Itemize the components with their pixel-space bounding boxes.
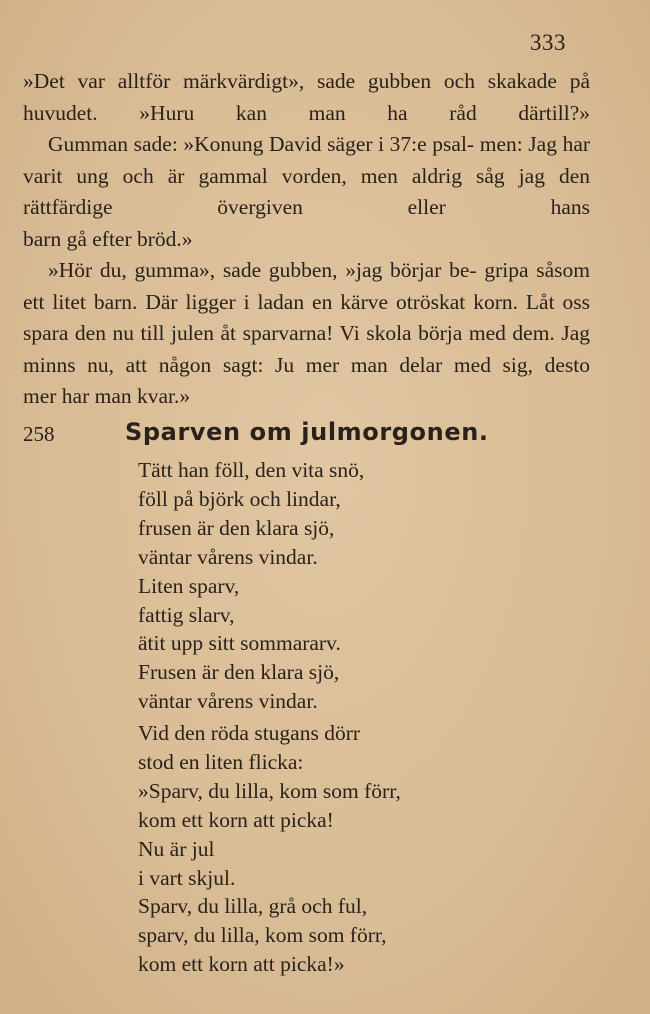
prose-paragraph <box>23 381 590 413</box>
verse-line: Sparv, du lilla, grå och ful, <box>138 894 368 919</box>
verse-line: Tätt han föll, den vita snö, <box>138 458 365 482</box>
verse-line: ätit upp sitt sommararv. <box>138 631 341 656</box>
prose-paragraph <box>23 129 590 224</box>
verse-line: i vart skjul. <box>138 865 236 890</box>
verse-line: »Sparv, du lilla, kom som förr, <box>138 778 401 803</box>
page-number: 333 <box>530 30 566 55</box>
prose-line: men: Jag har varit ung och är gammal vorden, men <box>23 132 591 188</box>
verse-line: sparv, du lilla, kom som förr, <box>138 923 387 948</box>
poem-stanza-1 <box>138 456 364 716</box>
prose-block <box>23 66 590 413</box>
verse-line: stod en liten flicka: <box>138 749 304 774</box>
verse-line: väntar vårens vindar. <box>138 689 318 714</box>
verse-line: Frusen är den klara sjö, <box>138 660 340 685</box>
verse-line: Nu är jul <box>138 836 215 861</box>
prose-line: barn gå efter bröd.» <box>23 226 193 251</box>
poem-heading <box>23 418 590 454</box>
prose-line: otröskat korn. Låt oss spara den nu till julen åt <box>23 289 591 345</box>
poem-title: Sparven om julmorgonen. <box>125 418 489 446</box>
prose-line: gripa såsom ett litet barn. Där ligger i ladan en kärve <box>23 258 590 314</box>
poem-stanza-2 <box>138 719 401 979</box>
prose-paragraph <box>23 66 590 129</box>
verse-line: fattig slarv, <box>138 602 235 627</box>
prose-line: Gumman sade: »Konung David säger i 37:e psal- <box>48 132 475 156</box>
prose-line: aldrig såg jag den rättfärdige övergiven eller hans <box>23 163 590 219</box>
verse-line: Liten sparv, <box>138 573 240 598</box>
verse-line: kom ett korn att picka! <box>138 807 334 832</box>
prose-line: mer har man kvar.» <box>23 384 191 408</box>
prose-line: att någon sagt: Ju mer man delar med sig, desto <box>125 352 590 377</box>
prose-paragraph <box>23 255 590 381</box>
prose-line: »Det var alltför märkvärdigt», sade gubben och <box>23 69 475 93</box>
prose-line: skakade på huvudet. »Huru kan man ha råd därtill?» <box>23 69 590 125</box>
prose-line: sparvarna! Vi skola börja med dem. Jag minns nu, <box>23 321 591 377</box>
verse-line: Vid den röda stugans dörr <box>138 721 361 745</box>
verse-line: föll på björk och lindar, <box>138 486 341 511</box>
verse-line: frusen är den klara sjö, <box>138 515 335 540</box>
poem-number: 258 <box>23 422 55 446</box>
verse-line: väntar vårens vindar. <box>138 544 318 569</box>
prose-line: »Hör du, gumma», sade gubben, »jag börjar be- <box>48 258 477 282</box>
prose-paragraph <box>23 224 590 256</box>
verse-line: kom ett korn att picka!» <box>138 952 345 977</box>
